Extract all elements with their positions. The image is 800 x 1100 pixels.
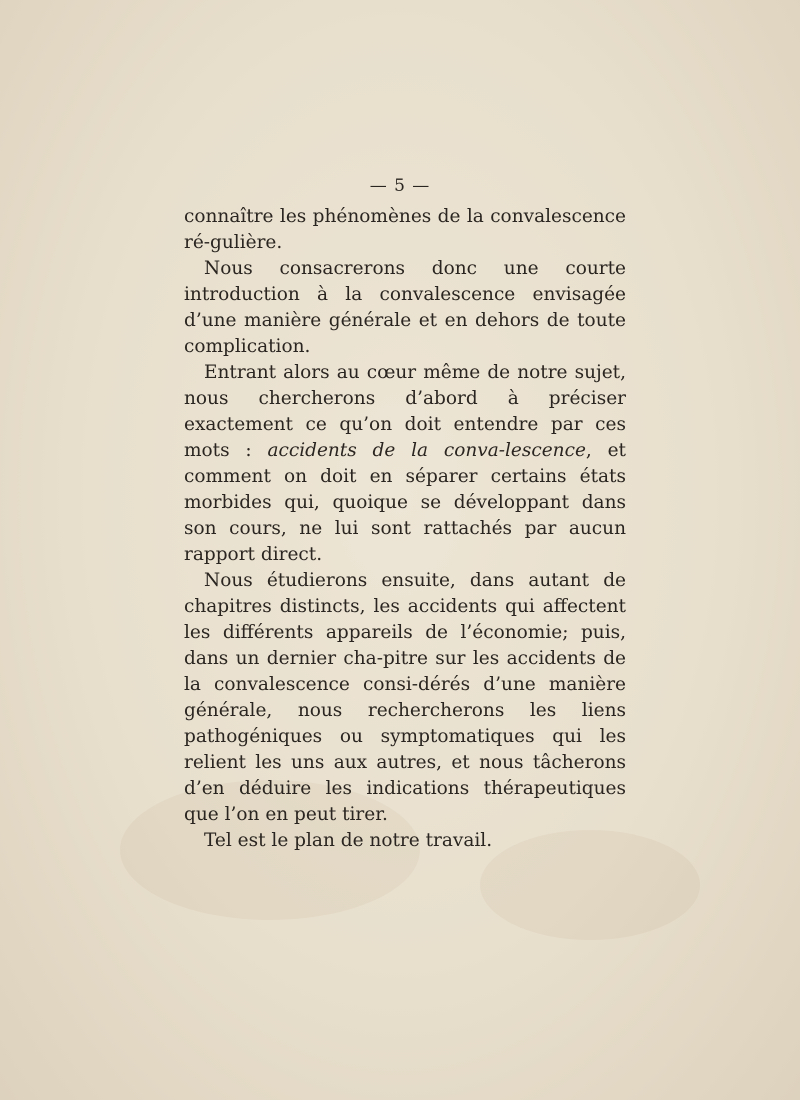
paragraph-5: Tel est le plan de notre travail. [204, 830, 493, 851]
paragraph-3-italic-term: accidents de la conva-lescence [267, 440, 586, 461]
paragraph-1: connaître les phénomènes de la convalescence ré-gulière. [184, 206, 626, 253]
paragraph-3 [184, 360, 626, 568]
page-number: — 5 — [369, 176, 431, 196]
paragraph-3-text-start: Entrant alors au cœur même de notre sujet, nous chercherons d’abord à préciser exactement ce qu’on doit entendre par ces mots : [184, 362, 626, 461]
paragraph-2: Nous consacrerons donc une courte introduction à la convalescence envisagée d’une manière générale et en dehors de toute complication. [184, 258, 626, 357]
paragraph-3-text-end: , et comment on doit en séparer certains états morbides qui, quoique se développant dans son cours, ne lui sont rattachés par aucun rapport direct. [184, 440, 626, 565]
body-text [184, 204, 626, 854]
paragraph-4: Nous étudierons ensuite, dans autant de chapitres distincts, les accidents qui affectent les différents appareils de l’économie; puis, dans un dernier cha-pitre sur les accidents de la convalescence consi-dérés d’une manière générale, nous rechercherons les liens pathogéniques ou symptomatiques qui les relient les uns aux autres, et nous tâcherons d’en déduire les indications thérapeutiques que l’on en peut tirer. [184, 570, 626, 825]
